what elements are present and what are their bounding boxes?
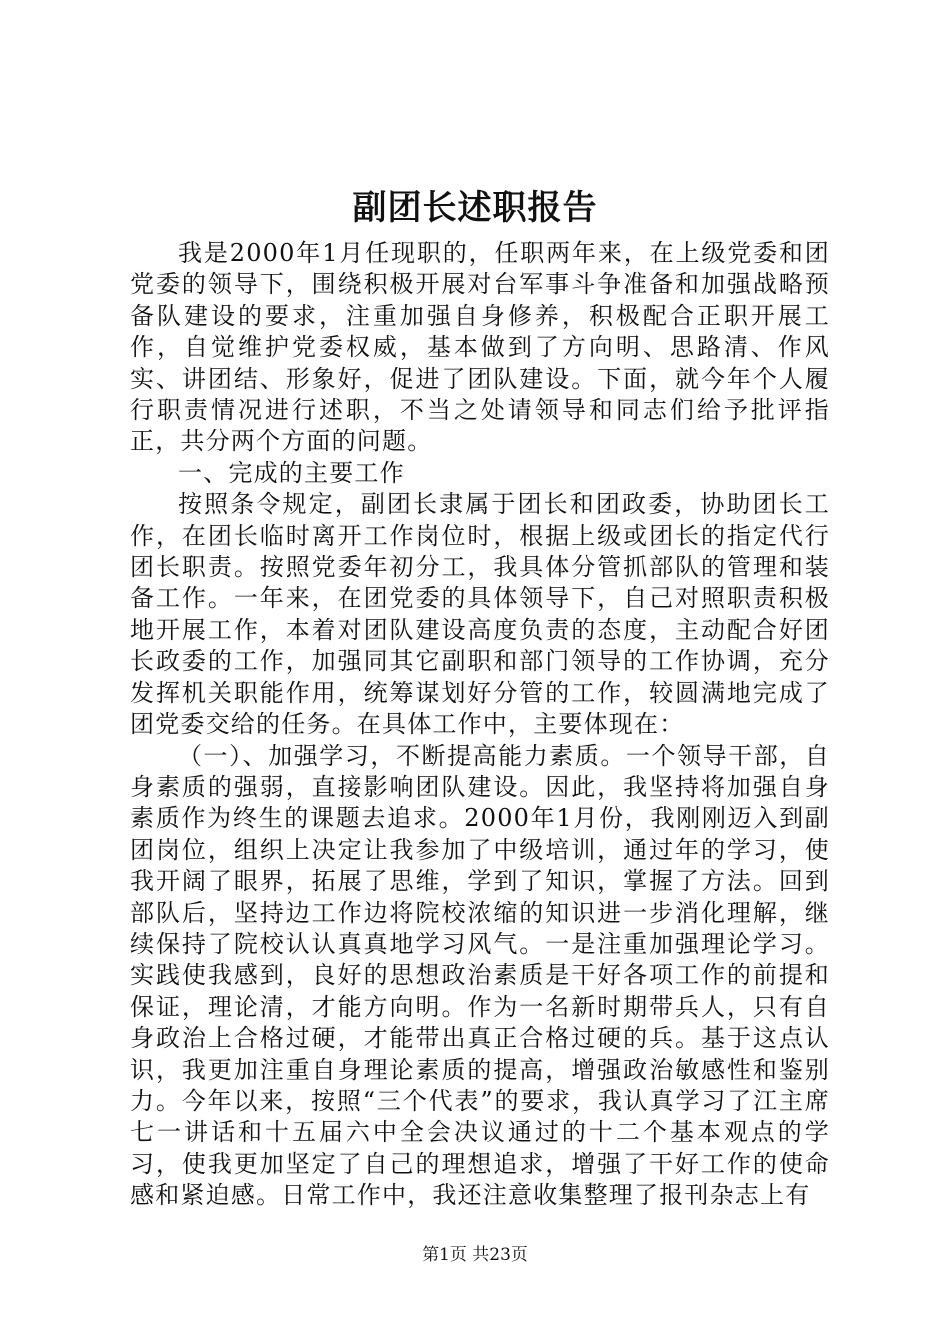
section-heading: 一、完成的主要工作: [178, 458, 405, 487]
document-title: 副团长述职报告: [352, 188, 598, 228]
document-body: [130, 238, 830, 1212]
paragraph-study: （一）、加强学习，不断提高能力素质。一个领导干部，自身素质的强弱，直接影响团队建设。因此，我坚持将加强自身素质作为终生的课题去追求。2000年1月份，我刚刚迈入到副团岗位，组织上决定让我参加了中级培训，通过年的学习，使我开阔了眼界，拓展了思维，学到了知识，掌握了方法。回到部队后，坚持边工作边将院校浓缩的知识进一步消化理解，继续保持了院校认认真真地学习风气。一是注重加强理论学习。实践使我感到，良好的思想政治素质是干好各项工作的前提和保证，理论清，才能方向明。作为一名新时期带兵人，只有自身政治上合格过硬，才能带出真正合格过硬的兵。基于这点认识，我更加注重自身理论素质的提高，增强政治敏感性和鉴别力。今年以来，按照“三个代表”的要求，我认真学习了江主席七一讲话和十五届六中全会决议通过的十二个基本观点的学习，使我更加坚定了自己的理想追求，增强了干好工作的使命感和紧迫感。日常工作中，我还注意收集整理了报刊杂志上有: [130, 741, 830, 1210]
paragraph-intro: 我是2000年1月任现职的，任职两年来，在上级党委和团党委的领导下，围绕积极开展对台军事斗争准备和加强战略预备队建设的要求，注重加强自身修养，积极配合正职开展工作，自觉维护党委权威，基本做到了方向明、思路清、作风实、讲团结、形象好，促进了团队建设。下面，就今年个人履行职责情况进行述职，不当之处请领导和同志们给予批评指正，共分两个方面的问题。: [130, 239, 830, 456]
paragraph-duties: 按照条令规定，副团长隶属于团长和团政委，协助团长工作，在团长临时离开工作岗位时，根据上级或团长的指定代行团长职责。按照党委年初分工，我具体分管抓部队的管理和装备工作。一年来，在团党委的具体领导下，自己对照职责积极地开展工作，本着对团队建设高度负责的态度，主动配合好团长政委的工作，加强同其它副职和部门领导的工作协调，充分发挥机关职能作用，统筹谋划好分管的工作，较圆满地完成了团党委交给的任务。在具体工作中，主要体现在：: [130, 490, 830, 739]
page-number-footer: 第1页 共23页: [422, 1245, 528, 1265]
